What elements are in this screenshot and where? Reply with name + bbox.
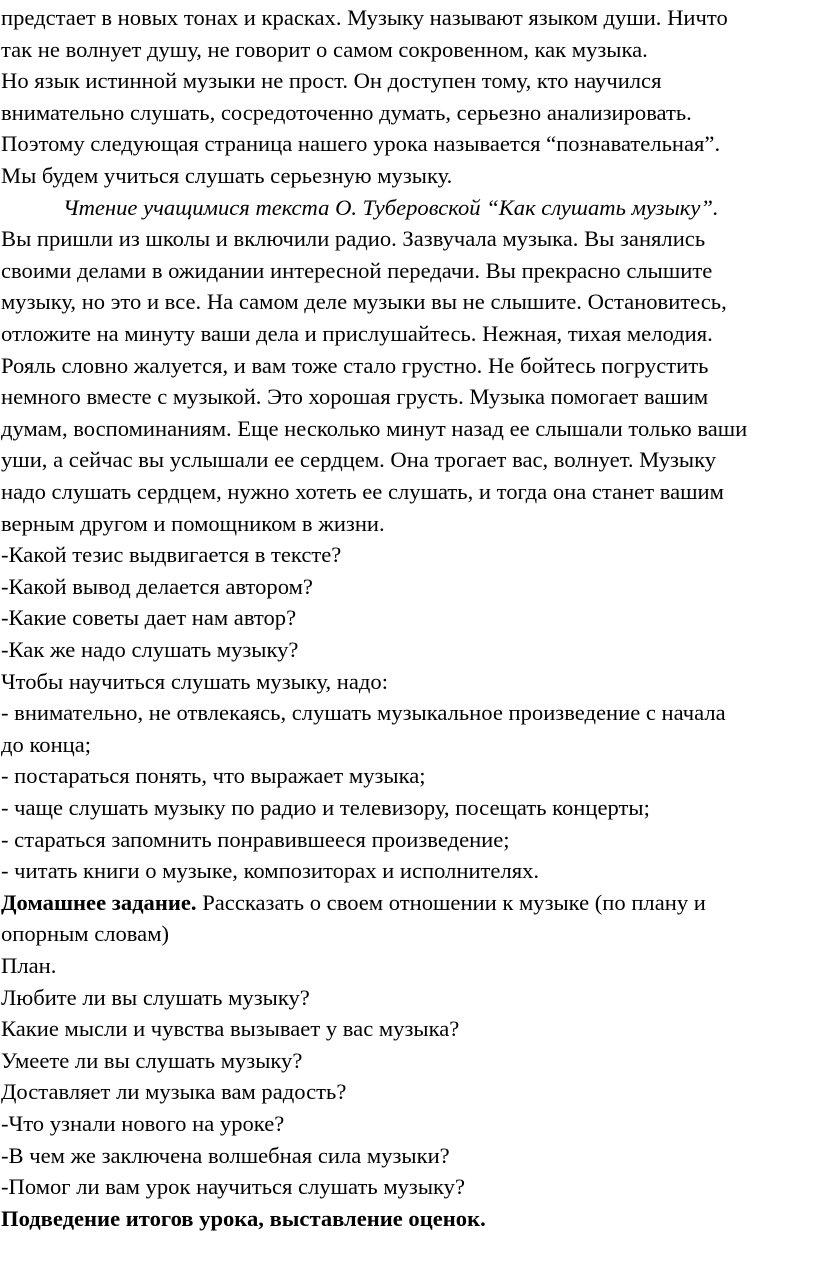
plan-title: План. <box>1 953 57 978</box>
reading-heading: Чтение учащимися текста О. Туберовской “Как слушать музыку”. <box>63 195 719 220</box>
advice-item: - чаще слушать музыку по радио и телевизору, посещать концерты; <box>1 795 650 820</box>
plan-item: Какие мысли и чувства вызывает у вас музыка? <box>1 1016 460 1041</box>
advice-item: - внимательно, не отвлекаясь, слушать музыкальное произведение с начала <box>1 700 726 725</box>
homework-label: Домашнее задание. <box>1 890 197 915</box>
homework-text: Рассказать о своем отношении к музыке (по плану и <box>196 890 706 915</box>
homework-line <box>1 887 706 918</box>
advice-item: до конца; <box>1 732 92 757</box>
reading-line: немного вместе с музыкой. Это хорошая грусть. Музыка помогает вашим <box>1 384 709 409</box>
advice-item: - постараться понять, что выражает музыка; <box>1 763 426 788</box>
plan-item: Умеете ли вы слушать музыку? <box>1 1048 303 1073</box>
reading-line: уши, а сейчас вы услышали ее сердцем. Она трогает вас, волнует. Музыку <box>1 447 717 472</box>
reading-line: думам, воспоминаниям. Еще несколько минут назад ее слышали только ваши <box>1 416 748 441</box>
conclusion-heading: Подведение итогов урока, выставление оценок. <box>1 1206 486 1231</box>
reading-line: верным другом и помощником в жизни. <box>1 511 385 536</box>
intro-line: Но язык истинной музыки не прост. Он доступен тому, кто научился <box>1 68 662 93</box>
intro-line: так не волнует душу, не говорит о самом сокровенном, как музыка. <box>1 37 648 62</box>
advice-item: - читать книги о музыке, композиторах и исполнителях. <box>1 858 540 883</box>
reading-line: Вы пришли из школы и включили радио. Зазвучала музыка. Вы занялись <box>1 226 706 251</box>
advice-item: - стараться запомнить понравившееся произведение; <box>1 827 510 852</box>
intro-line: Поэтому следующая страница нашего урока называется “познавательная”. <box>1 131 721 156</box>
question-item: -Какой тезис выдвигается в тексте? <box>1 542 342 567</box>
question-item: -Какой вывод делается автором? <box>1 574 313 599</box>
intro-line: внимательно слушать, сосредоточенно думать, серьезно анализировать. <box>1 100 692 125</box>
reading-line: надо слушать сердцем, нужно хотеть ее слушать, и тогда она станет вашим <box>1 479 724 504</box>
intro-line: предстает в новых тонах и красках. Музыку называют языком души. Ничто <box>1 5 728 30</box>
reflection-item: -Помог ли вам урок научиться слушать музыку? <box>1 1174 466 1199</box>
question-item: -Какие советы дает нам автор? <box>1 605 297 630</box>
reflection-item: -В чем же заключена волшебная сила музыки? <box>1 1143 450 1168</box>
reading-line: музыку, но это и все. На самом деле музыки вы не слышите. Остановитесь, <box>1 289 727 314</box>
intro-line: Мы будем учиться слушать серьезную музыку. <box>1 163 453 188</box>
advice-intro: Чтобы научиться слушать музыку, надо: <box>1 669 388 694</box>
question-item: -Как же надо слушать музыку? <box>1 637 299 662</box>
reflection-item: -Что узнали нового на уроке? <box>1 1111 285 1136</box>
reading-line: своими делами в ожидании интересной передачи. Вы прекрасно слышите <box>1 258 713 283</box>
homework-text-cont: опорным словам) <box>1 921 170 946</box>
reading-line: Рояль словно жалуется, и вам тоже стало грустно. Не бойтесь погрустить <box>1 353 709 378</box>
reading-line: отложите на минуту ваши дела и прислушайтесь. Нежная, тихая мелодия. <box>1 321 713 346</box>
plan-item: Доставляет ли музыка вам радость? <box>1 1079 347 1104</box>
plan-item: Любите ли вы слушать музыку? <box>1 985 310 1010</box>
